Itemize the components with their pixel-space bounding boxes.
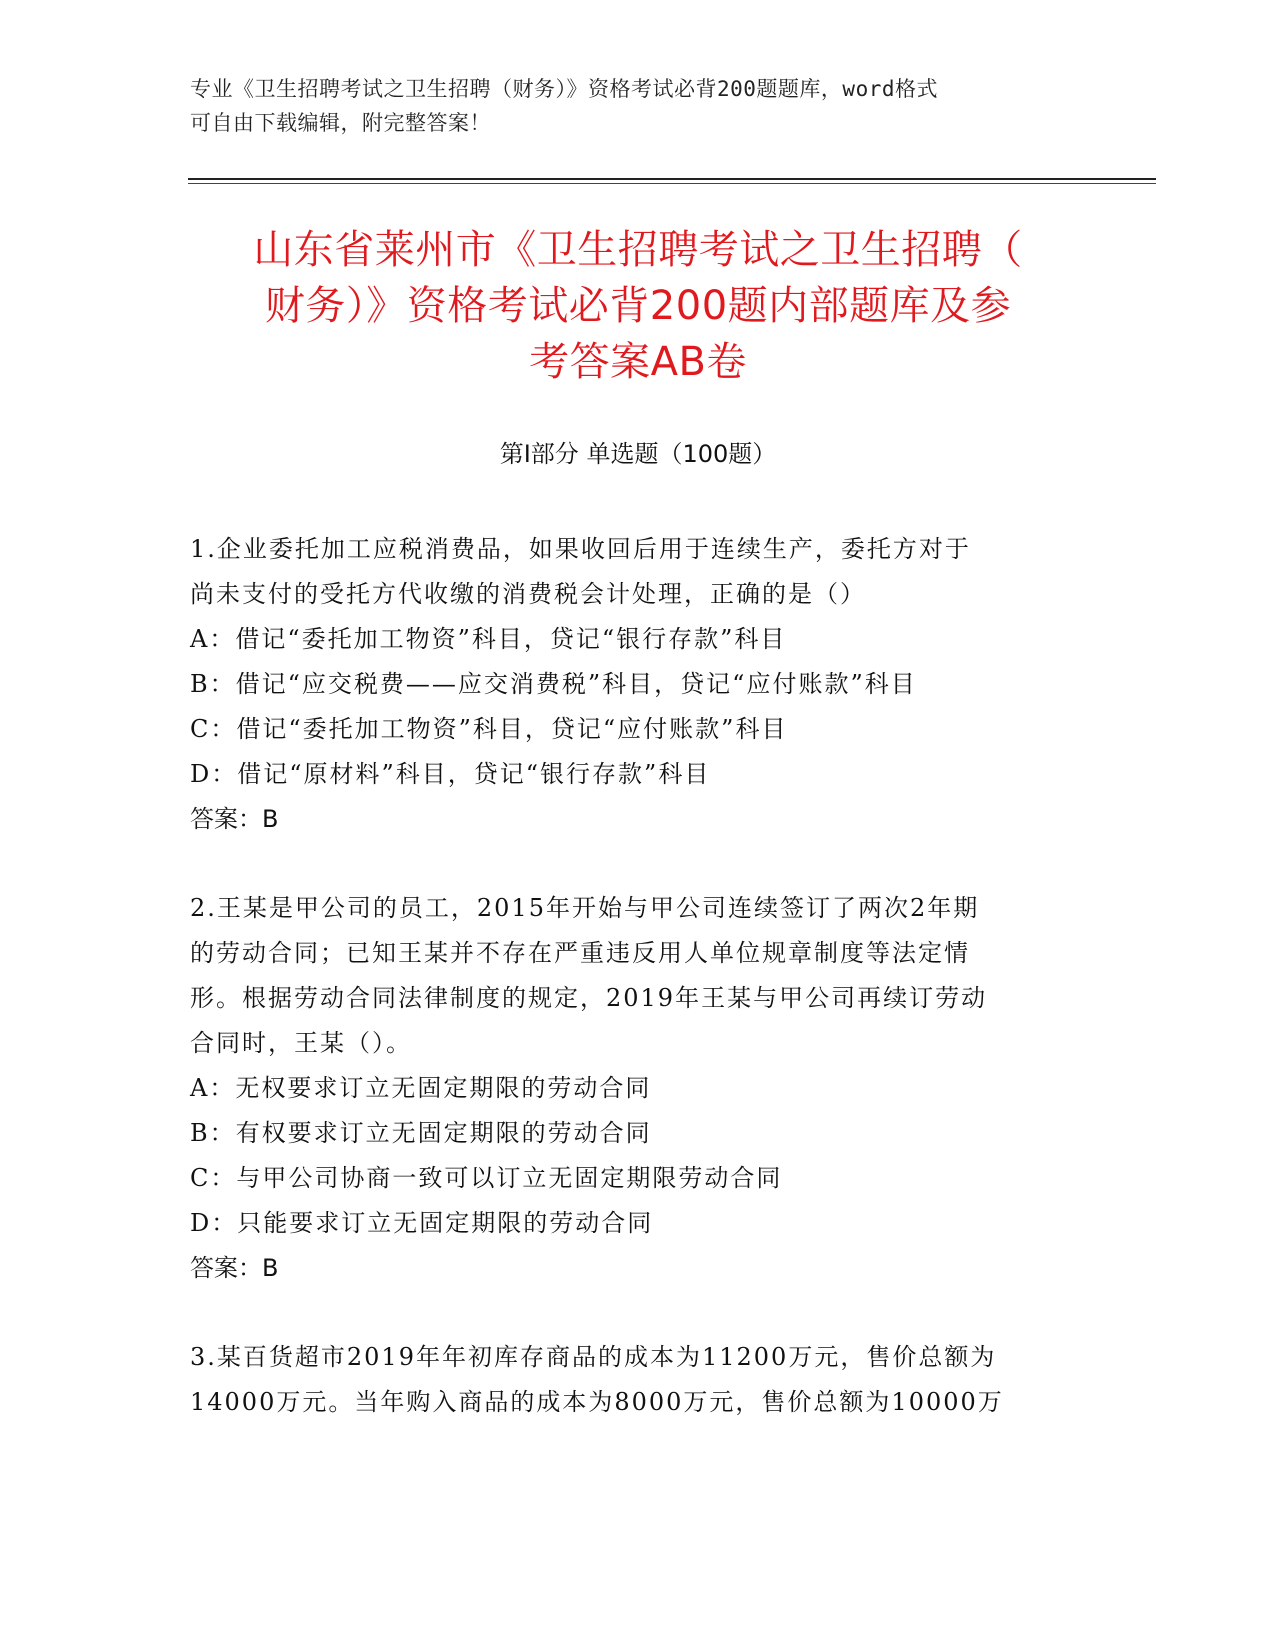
header-note [190, 72, 1070, 140]
option-d: D：借记“原材料”科目，贷记“银行存款”科目 [190, 760, 711, 788]
question-stem-line: 3.某百货超市2019年年初库存商品的成本为11200万元，售价总额为 [190, 1343, 997, 1371]
header-note-line: 专业《卫生招聘考试之卫生招聘（财务）》资格考试必背200题题库，word格式 [190, 77, 938, 101]
question-stem-line: 2.王某是甲公司的员工，2015年开始与甲公司连续签订了两次2年期 [190, 894, 980, 922]
option-a: A：无权要求订立无固定期限的劳动合同 [190, 1074, 652, 1102]
header-divider-thin [188, 183, 1156, 184]
document-title-line: 山东省莱州市《卫生招聘考试之卫生招聘（ [253, 227, 1023, 273]
option-c: C：借记“委托加工物资”科目，贷记“应付账款”科目 [190, 715, 788, 743]
section-heading: 第I部分 单选题（100题） [499, 440, 777, 468]
question-item [190, 527, 1090, 842]
question-stem-line: 1.企业委托加工应税消费品，如果收回后用于连续生产，委托方对于 [190, 535, 971, 563]
answer-label: 答案：B [190, 805, 279, 833]
question-item [190, 886, 1090, 1291]
question-stem-line: 的劳动合同；已知王某并不存在严重违反用人单位规章制度等法定情 [190, 939, 970, 967]
document-title-line: 财务）》资格考试必背200题内部题库及参 [264, 283, 1012, 329]
document-title [180, 222, 1096, 390]
option-b: B：有权要求订立无固定期限的劳动合同 [190, 1119, 652, 1147]
option-a: A：借记“委托加工物资”科目，贷记“银行存款”科目 [190, 625, 787, 653]
option-b: B：借记“应交税费——应交消费税”科目，贷记“应付账款”科目 [190, 670, 917, 698]
document-title-line: 考答案AB卷 [529, 339, 747, 385]
question-stem-line: 形。根据劳动合同法律制度的规定，2019年王某与甲公司再续订劳动 [190, 984, 988, 1012]
option-d: D：只能要求订立无固定期限的劳动合同 [190, 1209, 654, 1237]
question-item [190, 1335, 1090, 1425]
question-stem-line: 14000万元。当年购入商品的成本为8000万元，售价总额为10000万 [190, 1388, 1004, 1416]
header-note-line: 可自由下载编辑，附完整答案！ [190, 111, 491, 135]
question-stem-line: 尚未支付的受托方代收缴的消费税会计处理，正确的是（） [190, 580, 866, 608]
question-list [190, 527, 1090, 1469]
answer-label: 答案：B [190, 1254, 279, 1282]
question-stem-line: 合同时，王某（）。 [190, 1029, 412, 1057]
option-c: C：与甲公司协商一致可以订立无固定期限劳动合同 [190, 1164, 783, 1192]
header-divider [188, 178, 1156, 180]
